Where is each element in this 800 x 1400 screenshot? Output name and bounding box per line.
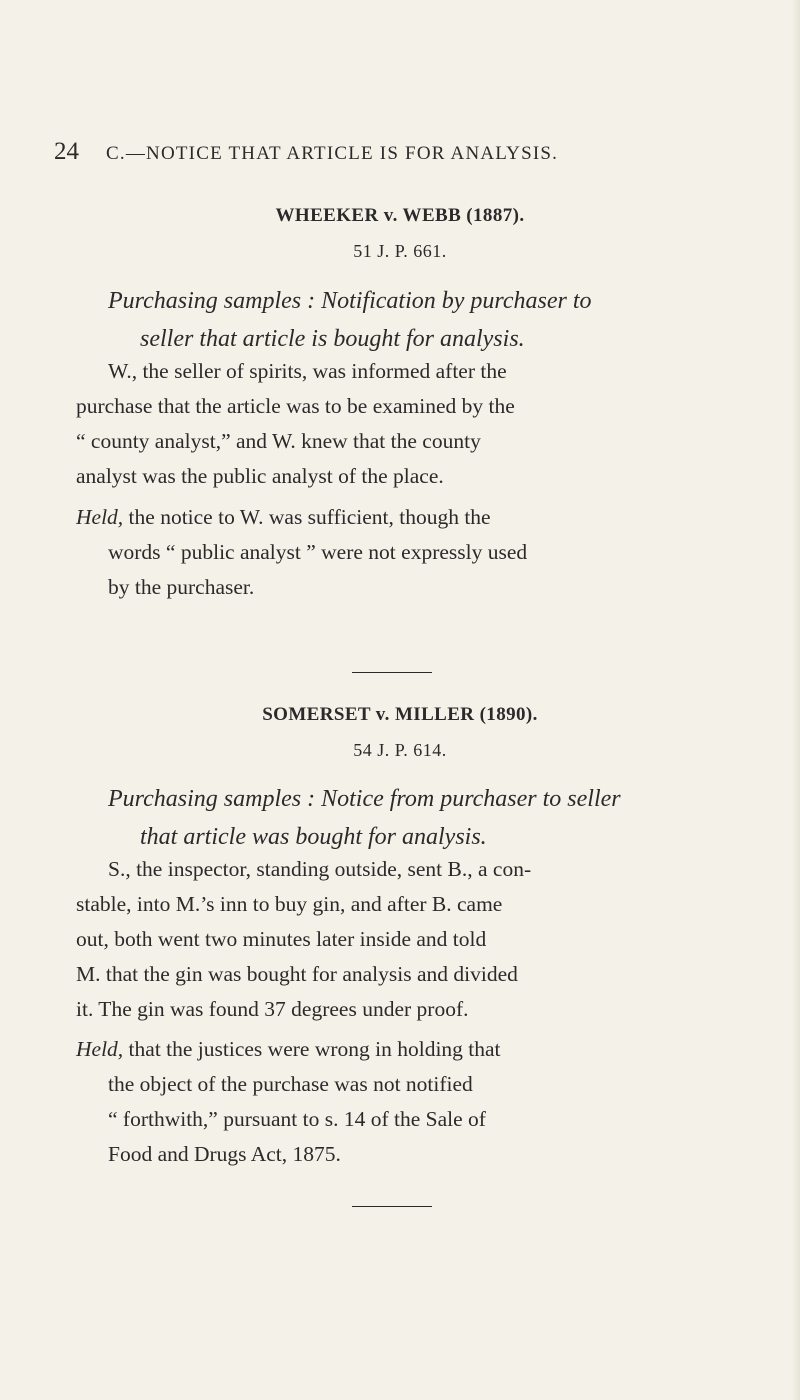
facts-line: out, both went two minutes later inside and told bbox=[76, 927, 487, 951]
facts-line: stable, into M.’s inn to buy gin, and after B. came bbox=[76, 892, 503, 916]
page-number: 24 bbox=[54, 138, 79, 165]
holding-line: by the purchaser. bbox=[108, 575, 255, 599]
case-title-wheeker-v-webb: WHEEKER v. WEBB (1887). bbox=[275, 205, 525, 226]
facts-line: analyst was the public analyst of the place. bbox=[76, 464, 444, 488]
facts-line: purchase that the article was to be examined by the bbox=[76, 394, 515, 418]
case-holding bbox=[76, 500, 756, 605]
case-holding bbox=[76, 1032, 756, 1172]
holding-line: words “ public analyst ” were not expressly used bbox=[108, 540, 528, 564]
case-citation: 54 J. P. 614. bbox=[353, 740, 447, 760]
facts-line: “ county analyst,” and W. knew that the county bbox=[76, 429, 481, 453]
section-divider bbox=[352, 1206, 432, 1207]
case-facts bbox=[76, 354, 756, 494]
holding-line: “ forthwith,” pursuant to s. 14 of the Sale of bbox=[108, 1107, 486, 1131]
holding-line: the notice to W. was sufficient, though the bbox=[123, 505, 491, 529]
case-title-somerset-v-miller: SOMERSET v. MILLER (1890). bbox=[262, 704, 538, 725]
holding-line: the object of the purchase was not notified bbox=[108, 1072, 473, 1096]
facts-line: M. that the gin was bought for analysis and divided bbox=[76, 962, 518, 986]
headnote-line: that article was bought for analysis. bbox=[140, 824, 487, 850]
headnote-line: Purchasing samples : Notification by purchaser to bbox=[108, 288, 592, 314]
holding-line: that the justices were wrong in holding that bbox=[123, 1037, 501, 1061]
headnote-line: Purchasing samples : Notice from purchaser to seller bbox=[108, 786, 621, 812]
case-headnote bbox=[108, 780, 748, 856]
facts-line: S., the inspector, standing outside, sent B., a con- bbox=[108, 857, 532, 881]
section-divider bbox=[352, 672, 432, 673]
held-word: Held, bbox=[76, 505, 124, 529]
facts-line: it. The gin was found 37 degrees under proof. bbox=[76, 997, 469, 1021]
case-headnote bbox=[108, 282, 748, 358]
case-facts bbox=[76, 852, 756, 1027]
held-word: Held, bbox=[76, 1037, 124, 1061]
holding-line: Food and Drugs Act, 1875. bbox=[108, 1142, 341, 1166]
case-citation: 51 J. P. 661. bbox=[353, 241, 447, 261]
headnote-line: seller that article is bought for analysis. bbox=[140, 326, 525, 352]
facts-line: W., the seller of spirits, was informed after the bbox=[108, 359, 507, 383]
running-head: C.—NOTICE THAT ARTICLE IS FOR ANALYSIS. bbox=[106, 143, 559, 164]
